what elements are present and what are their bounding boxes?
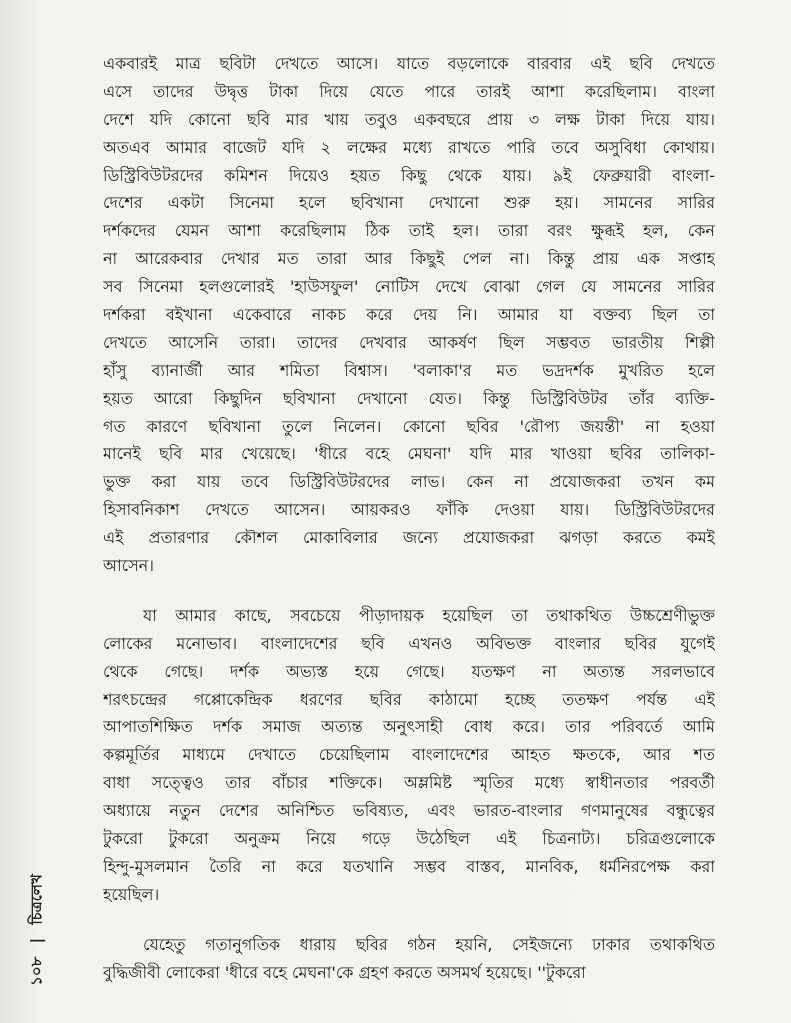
text-line: শরৎচন্দ্রের গপ্পোকেন্দ্রিক ধরণের ছবির কাঠামো হচ্ছে ততক্ষণ পর্যন্ত এই — [103, 689, 715, 709]
text-line: দেখতে আসেনি তারা। তাদের দেখবার আকর্ষণ ছিল সম্ভবত ভারতীয় শিল্পী — [103, 332, 715, 352]
text-line: দেশের একটা সিনেমা হলে ছবিখানা দেখানো শুরু হয়। সামনের সারির — [103, 193, 715, 213]
text-line: আপাতশিক্ষিত দর্শক সমাজ অত্যন্ত অনুৎসাহী বোধ করে। তার পরিবর্তে আমি — [103, 717, 715, 737]
text-line: বুদ্ধিজীবী লোকেরা 'ধীরে বহে মেঘনা'কে গ্রহণ করতে অসমর্থ হয়েছে। ''টুকরো — [103, 962, 586, 982]
margin-separator: | — [27, 937, 46, 944]
text-line: ভুক্ত করা যায় তবে ডিস্ট্রিবিউটরদের লাভ। কেন না প্রযোজকরা তখন কম — [103, 472, 715, 492]
margin-running-head — [18, 850, 58, 1010]
text-line: বাধা সত্ত্বেও তার বাঁচার শক্তিকে। অম্লমিষ্ট স্মৃতির মধ্যে স্বাধীনতার পরবর্তী — [103, 773, 715, 793]
text-line: না আরেকবার দেখার মত তারা আর কিছুই পেল না। কিন্তু প্রায় এক সপ্তাহ — [103, 249, 715, 269]
running-head-title: চিত্রলেখ — [27, 874, 46, 925]
text-line: একবারই মাত্র ছবিটা দেখতে আসে। যাতে বড়লোকে বারবার এই ছবি দেখতে — [103, 54, 715, 73]
text-line: এসে তাদের উদ্বৃত্ত টাকা দিয়ে যেতে পারে তারই আশা করেছিলাম। বাংলা — [103, 81, 715, 101]
text-line: ডিস্ট্রিবিউটরদের কমিশন দিয়েও হয়ত কিছু থেকে যায়। ৯ই ফেব্রুয়ারী বাংলা- — [103, 165, 715, 185]
text-line: মানেই ছবি মার খেয়েছে। 'ধীরে বহে মেঘনা' যদি মার খাওয়া ছবির তালিকা- — [103, 444, 715, 464]
text-line: হয়েছিল। — [103, 884, 160, 904]
text-line: অধ্যায়ে নতুন দেশের অনিশ্চিত ভবিষ্যত, এবং ভারত-বাংলার গণমানুষের বন্ধুত্বের — [103, 801, 715, 821]
text-line: হয়ত আরো কিছুদিন ছবিখানা দেখানো যেত। কিন্তু ডিস্ট্রিবিউটর তাঁর ব্যক্তি- — [103, 388, 715, 408]
text-line: যা আমার কাছে, সবচেয়ে পীড়াদায়ক হয়েছিল তা তথাকথিত উচ্চশ্রেণীভুক্ত — [143, 605, 715, 625]
paragraph — [103, 50, 715, 580]
text-line: লোকের মনোভাব। বাংলাদেশের ছবি এখনও অবিভক্ত বাংলার ছবির যুগেই — [103, 633, 715, 653]
text-line: যেহেতু গতানুগতিক ধারায় ছবির গঠন হয়নি, সেইজন্যে ঢাকার তথাকথিত — [143, 934, 715, 954]
text-line: দেশে যদি কোনো ছবি মার খায় তবুও একবছরে প্রায় ৩ লক্ষ টাকা দিয়ে যায়। — [103, 109, 715, 129]
text-line: দর্শকদের যেমন আশা করেছিলাম ঠিক তাই হল। তারা বরং ক্ষুব্ধই হল, কেন — [103, 221, 715, 241]
text-line: হিসাবনিকাশ দেখতে আসেন। আয়করও ফাঁকি দেওয়া যায়। ডিস্ট্রিবিউটরদের — [103, 500, 715, 520]
text-line: এই প্রতারণার কৌশল মোকাবিলার জন্যে প্রযোজকরা ঝগড়া করতে কমই — [103, 528, 715, 548]
text-line: হাঁসু ব্যানার্জী আর শমিতা বিশ্বাস। 'বলাকা'র মত ভদ্রদর্শক মুখরিত হলে — [103, 360, 715, 380]
text-line: অতএব আমার বাজেট যদি ২ লক্ষের মধ্যে রাখতে পারি তবে অসুবিধা কোথায়। — [103, 137, 715, 157]
paragraph — [103, 602, 715, 909]
body-text — [103, 50, 715, 987]
paragraph — [103, 931, 715, 987]
paragraph-gap — [103, 580, 715, 602]
text-line: থেকে গেছে। দর্শক অভ্যস্ত হয়ে গেছে। যতক্ষণ না অত্যন্ত সরলভাবে — [103, 661, 715, 681]
paragraph-gap — [103, 909, 715, 931]
text-line: আসেন। — [103, 556, 154, 576]
text-line: গত কারণে ছবিখানা তুলে নিলেন। কোনো ছবির 'রৌপ্য জয়ন্তী' না হওয়া — [103, 416, 715, 436]
text-line: টুকরো টুকরো অনুক্রম নিয়ে গড়ে উঠেছিল এই চিত্রনাট্য। চরিত্রগুলোকে — [103, 829, 715, 849]
text-line: সব সিনেমা হলগুলোরই 'হাউসফুল' নোটিস দেখে বোঝা গেল যে সামনের সারির — [103, 277, 715, 297]
text-line: দর্শকরা বইখানা একেবারে নাকচ করে দেয় নি। আমার যা বক্তব্য ছিল তা — [103, 305, 715, 325]
text-line: হিন্দু-মুসলমান তৈরি না করে যতখানি সম্ভব বাস্তব, মানবিক, ধর্মনিরপেক্ষ করা — [103, 856, 715, 876]
text-line: কল্পমূর্তির মাধ্যমে দেখাতে চেয়েছিলাম বাংলাদেশের আহত ক্ষতকে, আর শত — [103, 745, 715, 765]
page-number: ১০৮ — [27, 956, 46, 986]
